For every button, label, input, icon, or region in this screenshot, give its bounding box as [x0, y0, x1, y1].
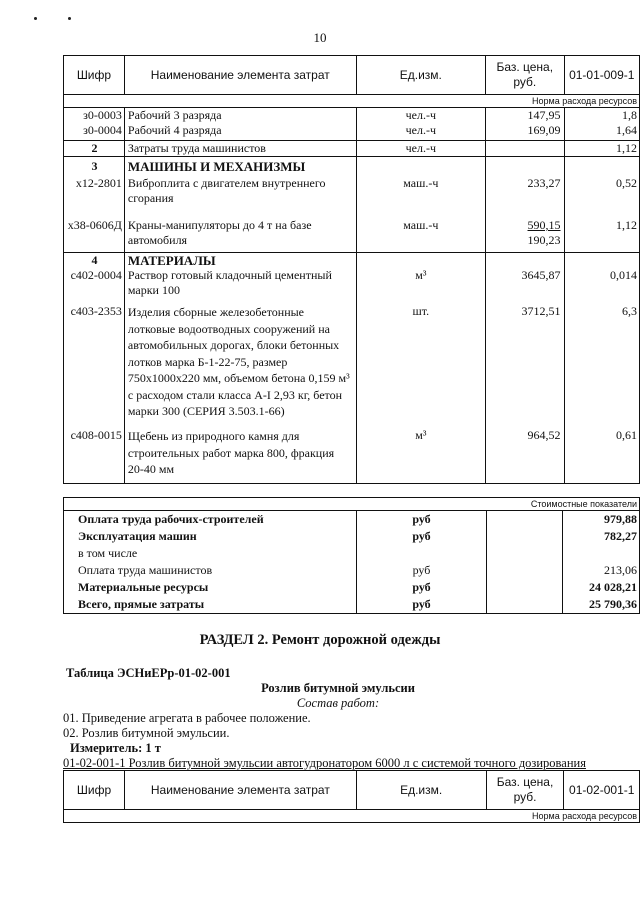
row-price [486, 140, 565, 156]
totals-value: 213,06 [563, 562, 640, 579]
norm-row [64, 95, 640, 108]
cost-totals-table [63, 497, 640, 614]
row-price: 169,09 [486, 123, 565, 140]
header-code: Шифр [64, 771, 125, 810]
row-value: 1,64 [564, 123, 639, 140]
scan-mark [68, 17, 71, 20]
row-code: 2 [64, 140, 125, 156]
row-code: с408-0015 [64, 428, 125, 483]
totals-row [64, 528, 640, 545]
row-name: Рабочий 4 разряда [124, 123, 356, 140]
row-unit: чел.-ч [356, 123, 485, 140]
totals-unit [357, 545, 486, 562]
row-name: Рабочий 3 разряда [124, 108, 356, 124]
row-value: 0,52 [564, 174, 639, 218]
norm-label: Норма расхода ресурсов [64, 95, 640, 108]
work-item: 01. Приведение агрегата в рабочее положение. [63, 711, 311, 725]
row-unit: шт. [356, 304, 485, 428]
totals-label: Всего, прямые затраты [64, 596, 357, 614]
header-unit: Ед.изм. [356, 56, 485, 95]
table-row [64, 218, 640, 252]
work-item: 02. Розлив битумной эмульсии. [63, 726, 230, 740]
page-number: 10 [313, 30, 327, 45]
totals-value [563, 545, 640, 562]
norm-label: Норма расхода ресурсов [64, 810, 640, 823]
row-name: Затраты труда машинистов [124, 140, 356, 156]
job-title: Розлив битумной эмульсии [261, 681, 415, 695]
norm-subtitle: 01-02-001-1 Розлив битумной эмульсии автогудронатором 6000 л с системой точного дозирования [63, 756, 586, 770]
row-value: 1,8 [564, 108, 639, 124]
row-code: с402-0004 [64, 268, 125, 304]
row-code: х38-0606Д [64, 218, 125, 252]
row-unit: чел.-ч [356, 108, 485, 124]
row-value: 0,61 [564, 428, 639, 483]
totals-value: 24 028,21 [563, 579, 640, 596]
row-unit: м³ [356, 268, 485, 304]
row-price-secondary: 190,23 [527, 233, 561, 247]
scan-mark [34, 17, 37, 20]
totals-label: Оплата труда машинистов [64, 562, 357, 579]
row-unit: м³ [356, 428, 485, 483]
header-norm-code: 01-01-009-1 [564, 56, 639, 95]
row-unit: маш.-ч [356, 174, 485, 218]
table-row [64, 174, 640, 218]
row-value: 1,12 [564, 218, 639, 252]
header-code: Шифр [64, 56, 125, 95]
row-unit: маш.-ч [356, 218, 485, 252]
row-value: 0,014 [564, 268, 639, 304]
header-price: Баз. цена, руб. [486, 56, 565, 95]
cost-label: Стоимостные показатели [64, 498, 640, 511]
row-name: Краны-манипуляторы до 4 т на базе автомобиля [124, 218, 356, 252]
row-price: 590,15 [527, 218, 561, 232]
row-code: з0-0003 [64, 108, 125, 124]
row-price: 3645,87 [486, 268, 565, 304]
totals-label: Оплата труда рабочих-строителей [64, 511, 357, 529]
row-name: Раствор готовый кладочный цементный марки 100 [124, 268, 356, 304]
totals-value: 782,27 [563, 528, 640, 545]
row-value: 6,3 [564, 304, 639, 428]
totals-unit: руб [357, 596, 486, 614]
totals-value: 25 790,36 [563, 596, 640, 614]
header-name: Наименование элемента затрат [125, 771, 357, 810]
totals-label: Эксплуатация машин [64, 528, 357, 545]
table-title: Таблица ЭСНиЕРр-01-02-001 [66, 666, 231, 680]
row-name: Изделия сборные железобетонные лотковые водоотводных сооружений на автомобильных дорогах, блоки бетонных лотков марка Б-1-22-75, размер 750х1000х220 мм, объемом бетона 0,159 м³ с расходом стали класса А-I 2,93 кг, бетон марки 300 (СЕРИЯ 3.503.1-66) [124, 304, 356, 428]
row-code: 4 [64, 252, 125, 268]
totals-row [64, 579, 640, 596]
table-row [64, 108, 640, 124]
row-name: Щебень из природного камня для строительных работ марка 800, фракция 20-40 мм [124, 428, 356, 483]
header-norm-code: 01-02-001-1 [564, 771, 640, 810]
row-name: Виброплита с двигателем внутреннего сгорания [124, 174, 356, 218]
row-price: 964,52 [486, 428, 565, 483]
row-code: з0-0004 [64, 123, 125, 140]
header-unit: Ед.изм. [356, 771, 486, 810]
table-row [64, 268, 640, 304]
totals-row [64, 545, 640, 562]
row-unit: чел.-ч [356, 140, 485, 156]
totals-unit: руб [357, 579, 486, 596]
table-row [64, 428, 640, 483]
cost-header-row [64, 498, 640, 511]
totals-row [64, 511, 640, 529]
row-price: 233,27 [486, 174, 565, 218]
works-title: Состав работ: [296, 696, 380, 710]
table-header [64, 56, 640, 95]
table-header [64, 771, 640, 810]
row-code: 3 [64, 156, 125, 174]
totals-value: 979,88 [563, 511, 640, 529]
totals-row [64, 562, 640, 579]
row-value: 1,12 [564, 140, 639, 156]
resource-table-2 [63, 770, 640, 823]
row-code: х12-2801 [64, 174, 125, 218]
section-row [64, 252, 640, 268]
header-price: Баз. цена, руб. [486, 771, 564, 810]
measure-unit: Измеритель: 1 т [70, 741, 161, 755]
totals-row [64, 596, 640, 614]
table-row [64, 304, 640, 428]
section-row [64, 156, 640, 174]
row-name: МАШИНЫ И МЕХАНИЗМЫ [124, 156, 356, 174]
totals-label: в том числе [64, 545, 357, 562]
norm-row [64, 810, 640, 823]
row-price: 147,95 [486, 108, 565, 124]
row-name: МАТЕРИАЛЫ [124, 252, 356, 268]
totals-unit: руб [357, 511, 486, 529]
table-row [64, 140, 640, 156]
totals-unit: руб [357, 562, 486, 579]
row-code: с403-2353 [64, 304, 125, 428]
totals-label: Материальные ресурсы [64, 579, 357, 596]
table-row [64, 123, 640, 140]
header-name: Наименование элемента затрат [124, 56, 356, 95]
resource-table [63, 55, 640, 484]
totals-unit: руб [357, 528, 486, 545]
row-price: 3712,51 [486, 304, 565, 428]
section-title: РАЗДЕЛ 2. Ремонт дорожной одежды [199, 632, 441, 648]
